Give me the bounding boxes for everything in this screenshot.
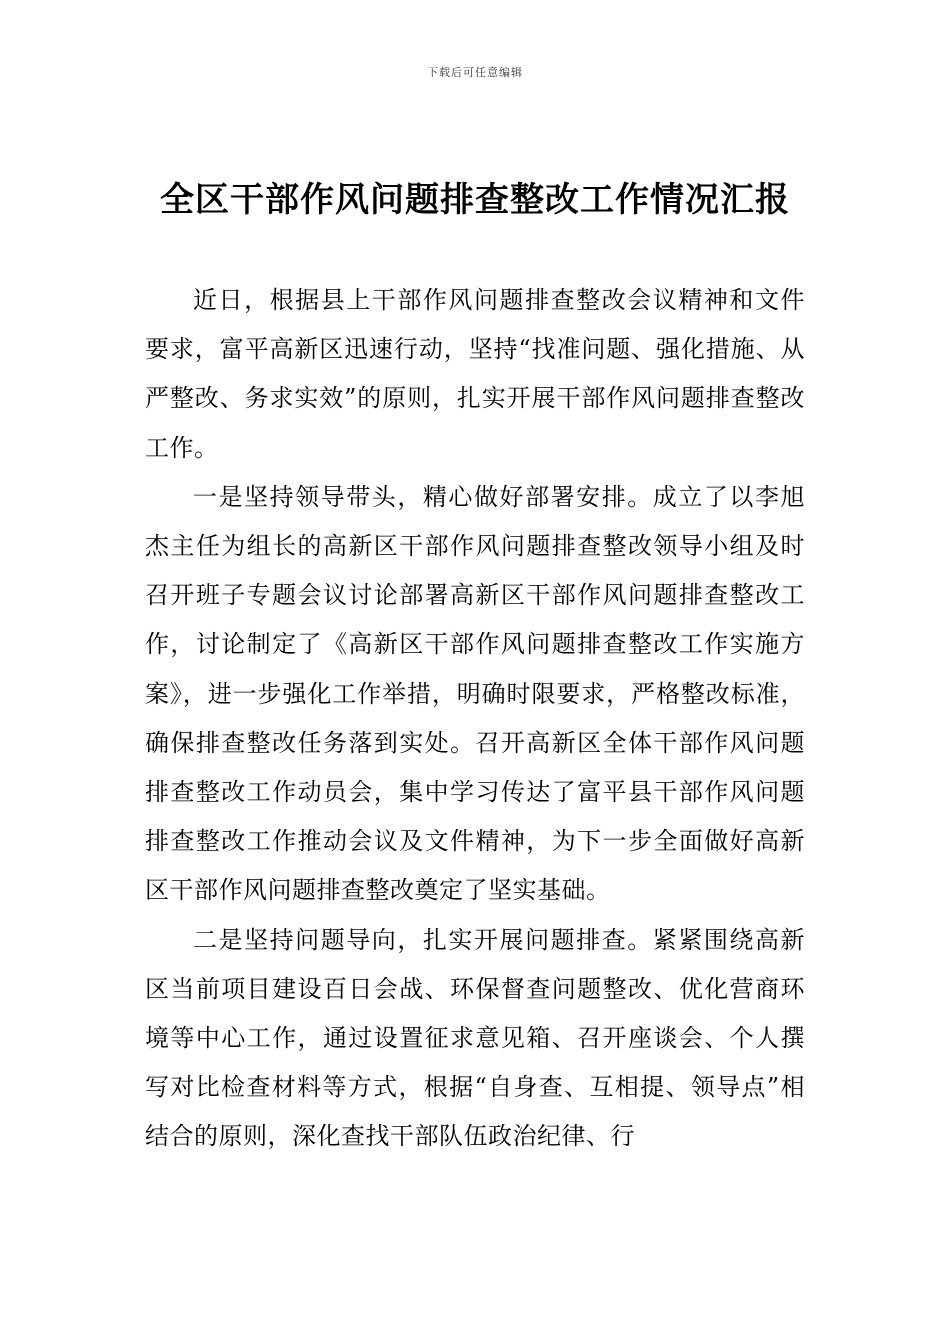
header-note: 下载后可任意编辑 [427,66,523,79]
document-body [145,276,805,1162]
paragraph-intro: 近日，根据县上干部作风问题排查整改会议精神和文件要求，富平高新区迅速行动，坚持“找准问题、强化措施、从严整改、务求实效”的原则，扎实开展干部作风问题排查整改工作。 [145,286,805,462]
document-title: 全区干部作风问题排查整改工作情况汇报 [160,180,790,220]
paragraph-point-one: 一是坚持领导带头，精心做好部署安排。成立了以李旭杰主任为组长的高新区干部作风问题排查整改领导小组及时召开班子专题会议讨论部署高新区干部作风问题排查整改工作，讨论制定了《高新区干部作风问题排查整改工作实施方案》，进一步强化工作举措，明确时限要求，严格整改标准，确保排查整改任务落到实处。召开高新区全体干部作风问题排查整改工作动员会，集中学习传达了富平县干部作风问题排查整改工作推动会议及文件精神，为下一步全面做好高新区干部作风问题排查整改奠定了坚实基础。 [145,482,805,905]
paragraph-point-two: 二是坚持问题导向，扎实开展问题排查。紧紧围绕高新区当前项目建设百日会战、环保督查问题整改、优化营商环境等中心工作，通过设置征求意见箱、召开座谈会、个人撰写对比检查材料等方式，根据“自身查、互相提、领导点”相结合的原则，深化查找干部队伍政治纪律、行 [145,925,805,1151]
